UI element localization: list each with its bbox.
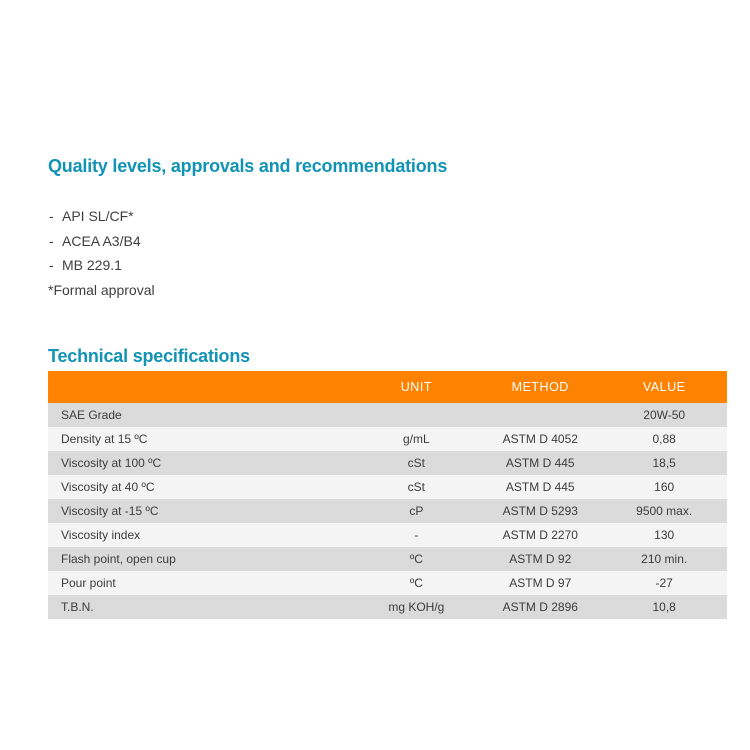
list-item-text: ACEA A3/B4 xyxy=(62,232,141,249)
list-dash: - xyxy=(49,257,54,273)
property-cell: Pour point xyxy=(61,576,116,590)
table-row xyxy=(48,595,727,619)
property-column-header xyxy=(48,371,354,403)
property-cell: T.B.N. xyxy=(61,600,94,614)
property-cell: SAE Grade xyxy=(61,408,122,422)
page-content xyxy=(48,0,727,619)
list-item xyxy=(48,204,727,229)
unit-cell: cP xyxy=(409,504,424,518)
unit-cell: ºC xyxy=(409,576,423,590)
method-cell: ASTM D 5293 xyxy=(502,504,578,518)
list-dash: - xyxy=(49,208,54,224)
property-cell: Viscosity at 100 ºC xyxy=(61,456,162,470)
property-cell: Viscosity at -15 ºC xyxy=(61,504,159,518)
method-cell: ASTM D 445 xyxy=(505,456,575,470)
approvals-list xyxy=(48,204,727,278)
property-cell: Viscosity index xyxy=(61,528,141,542)
spec-table-header xyxy=(48,371,727,403)
table-row xyxy=(48,451,727,475)
unit-cell: ºC xyxy=(409,552,423,566)
value-cell: 18,5 xyxy=(652,456,676,470)
spec-table-body xyxy=(48,403,727,619)
header-row xyxy=(48,371,727,403)
value-cell: 130 xyxy=(654,528,675,542)
list-item xyxy=(48,229,727,254)
unit-cell: cSt xyxy=(407,456,426,470)
quality-section-title: Quality levels, approvals and recommendations xyxy=(48,156,448,176)
method-cell: ASTM D 2896 xyxy=(502,600,578,614)
method-column-header: METHOD xyxy=(511,380,569,394)
list-item xyxy=(48,253,727,278)
method-cell: ASTM D 97 xyxy=(509,576,572,590)
list-item-text: API SL/CF* xyxy=(62,208,134,224)
formal-approval-footnote: *Formal approval xyxy=(48,281,155,298)
unit-cell: - xyxy=(414,528,419,542)
method-cell: ASTM D 92 xyxy=(509,552,572,566)
table-row xyxy=(48,499,727,523)
list-item-text: MB 229.1 xyxy=(62,257,122,273)
unit-cell xyxy=(354,403,480,427)
specifications-table xyxy=(48,371,727,619)
value-cell: 9500 max. xyxy=(636,504,693,518)
unit-cell: cSt xyxy=(407,480,426,494)
specs-section-title: Technical specifications xyxy=(48,346,250,366)
value-cell: 160 xyxy=(654,480,675,494)
value-cell: 10,8 xyxy=(652,600,676,614)
table-row xyxy=(48,427,727,451)
property-cell: Viscosity at 40 ºC xyxy=(61,480,155,494)
value-cell: 20W-50 xyxy=(643,408,686,422)
property-cell: Flash point, open cup xyxy=(61,552,176,566)
value-cell: 0,88 xyxy=(652,432,676,446)
unit-column-header: UNIT xyxy=(400,380,432,394)
table-row xyxy=(48,403,727,427)
method-cell: ASTM D 4052 xyxy=(502,432,578,446)
method-cell xyxy=(479,403,601,427)
table-row xyxy=(48,475,727,499)
table-row xyxy=(48,571,727,595)
value-column-header: VALUE xyxy=(642,380,686,394)
method-cell: ASTM D 445 xyxy=(505,480,575,494)
method-cell: ASTM D 2270 xyxy=(502,528,578,542)
table-row xyxy=(48,523,727,547)
list-dash: - xyxy=(49,232,54,249)
value-cell: -27 xyxy=(655,576,673,590)
value-cell: 210 min. xyxy=(641,552,688,566)
property-cell: Density at 15 ºC xyxy=(61,432,148,446)
table-row xyxy=(48,547,727,571)
unit-cell: mg KOH/g xyxy=(388,600,445,614)
unit-cell: g/mL xyxy=(403,432,430,446)
